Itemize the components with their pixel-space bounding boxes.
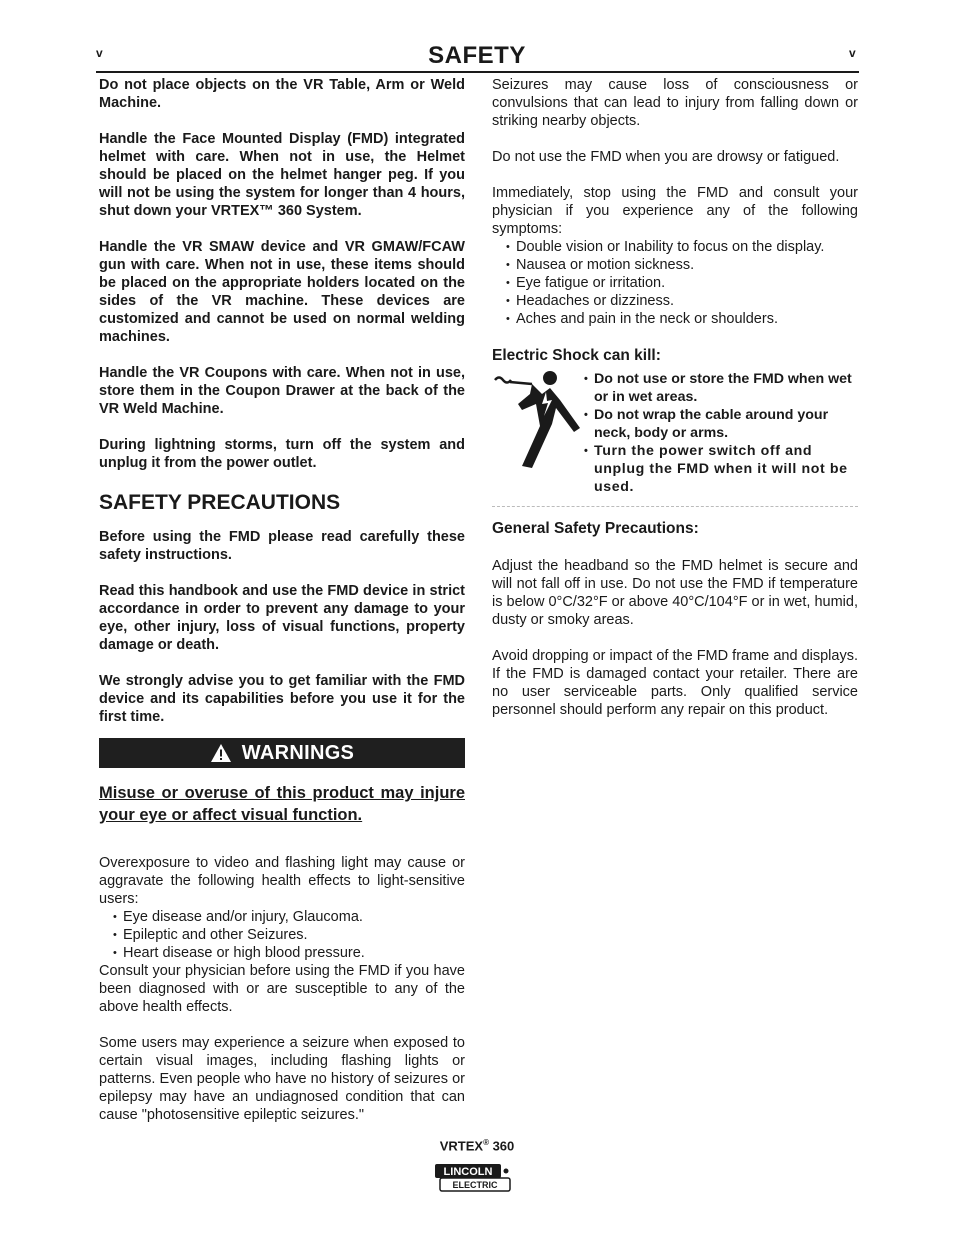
warnings-banner [99, 738, 465, 768]
lincoln-electric-logo [434, 1163, 518, 1193]
warnings-label: WARNINGS [241, 742, 355, 764]
list-item: • Do not wrap the cable around your neck, body or arms. [584, 406, 858, 442]
stop-paragraph: Immediately, stop using the FMD and consult your physician if you experience any of the following symptoms: [492, 185, 858, 237]
seizure-effects-paragraph: Seizures may cause loss of consciousness or convulsions that can lead to injury from falling down or striking nearby objects. [492, 77, 858, 129]
electric-shock-list [584, 370, 858, 496]
page-number-right: v [849, 46, 856, 60]
page-number-left: v [96, 46, 103, 60]
electric-shock-block [492, 370, 858, 496]
header-rule [96, 71, 859, 73]
precautions-section [99, 528, 465, 726]
general-paragraph: Avoid dropping or impact of the FMD frame and displays. If the FMD is damaged contact your retailer. There are no user serviceable parts. Only qualified service personnel should perform any repair on this product. [492, 648, 858, 718]
intro-paragraph: Handle the Face Mounted Display (FMD) integrated helmet with care. When not in use, the Helmet should be placed on the helmet hanger peg. If you will not be using the system for longer than 4 hours, shut down your VRTEX™ 360 System. [99, 131, 465, 219]
seizure-paragraph: Some users may experience a seizure when exposed to certain visual images, including flashing lights or patterns. Even people who have no history of seizures or epilepsy may have an undiagnosed condition that can cause "photosensitive epileptic seizures." [99, 1035, 465, 1123]
list-item: • Aches and pain in the neck or shoulders. [506, 310, 858, 328]
consult-paragraph: Consult your physician before using the FMD if you have been diagnosed with or are susceptible to any of the above health effects. [99, 963, 465, 1015]
model-suffix: 360 [488, 1138, 515, 1154]
health-effects-list [99, 908, 465, 962]
intro-paragraph: Handle the VR SMAW device and VR GMAW/FCAW gun with care. When not in use, these items should be placed on the appropriate holders located on the sides of the VR machine. These devices are customized and cannot be used on normal welding machines. [99, 239, 465, 345]
safety-precautions-heading: SAFETY PRECAUTIONS [99, 491, 341, 514]
symptoms-list [492, 238, 858, 328]
svg-text:ELECTRIC: ELECTRIC [452, 1180, 498, 1190]
misuse-warning: Misuse or overuse of this product may injure your eye or affect visual function. [99, 784, 465, 824]
list-item: • Eye fatigue or irritation. [506, 274, 858, 292]
right-column [492, 76, 858, 737]
list-item: • Double vision or Inability to focus on the display. [506, 238, 858, 256]
intro-paragraph: During lightning storms, turn off the system and unplug it from the power outlet. [99, 437, 465, 471]
precaution-paragraph: Read this handbook and use the FMD device in strict accordance in order to prevent any damage to your eye, other injury, loss of visual functions, property damage or death. [99, 583, 465, 653]
page-title: SAFETY [428, 42, 526, 69]
registered-mark: ® [483, 1138, 489, 1147]
precaution-paragraph: Before using the FMD please read carefully these safety instructions. [99, 529, 465, 563]
intro-paragraph: Do not place objects on the VR Table, Arm or Weld Machine. [99, 77, 465, 111]
list-item: • Epileptic and other Seizures. [113, 926, 465, 944]
electric-shock-icon [492, 370, 584, 480]
overexposure-paragraph: Overexposure to video and flashing light may cause or aggravate the following health effects to light-sensitive users: [99, 855, 465, 907]
warning-triangle-icon [210, 743, 232, 763]
left-column [99, 76, 465, 1142]
electric-shock-heading: Electric Shock can kill: [492, 347, 661, 364]
precaution-paragraph: We strongly advise you to get familiar with the FMD device and its capabilities before you use it for the first time. [99, 673, 465, 725]
intro-section [99, 76, 465, 472]
svg-text:LINCOLN: LINCOLN [443, 1166, 493, 1178]
list-item: • Heart disease or high blood pressure. [113, 944, 465, 962]
list-item: • Nausea or motion sickness. [506, 256, 858, 274]
general-paragraph: Adjust the headband so the FMD helmet is secure and will not fall off in use. Do not use the FMD if temperature is below 0°C/32°F or above 40°C/104°F or in wet, humid, dusty or smoky areas. [492, 558, 858, 628]
list-item: • Eye disease and/or injury, Glaucoma. [113, 908, 465, 926]
list-item: • Headaches or dizziness. [506, 292, 858, 310]
model-prefix: VRTEX [439, 1138, 484, 1154]
drowsy-paragraph: Do not use the FMD when you are drowsy or fatigued. [492, 149, 840, 165]
intro-paragraph: Handle the VR Coupons with care. When not in use, store them in the Coupon Drawer at the back of the VR Weld Machine. [99, 365, 465, 417]
general-safety-heading: General Safety Precautions: [492, 520, 699, 537]
list-item: • Turn the power switch off and unplug the FMD when it will not be used. [584, 442, 858, 496]
list-item: • Do not use or store the FMD when wet or in wet areas. [584, 370, 858, 406]
section-divider [492, 506, 858, 507]
model-name [0, 1138, 954, 1153]
